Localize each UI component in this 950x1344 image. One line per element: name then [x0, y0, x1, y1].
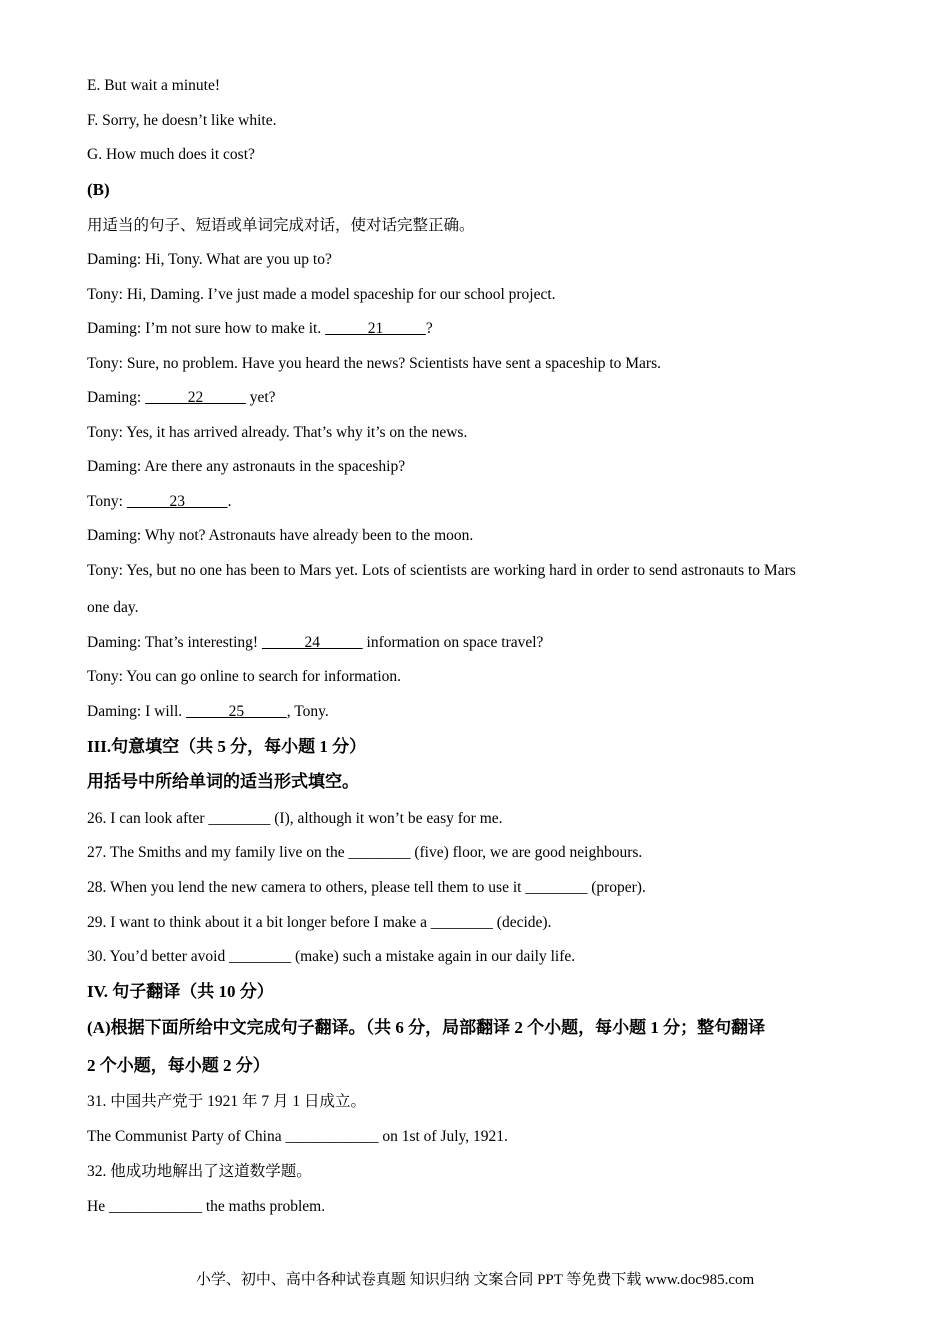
blank-number: 23 — [169, 493, 185, 510]
section-iii-heading: III.句意填空（共 5 分，每小题 1 分） — [87, 737, 367, 756]
option-e: E. But wait a minute! — [87, 77, 221, 94]
dialogue-line: Tony: Yes, it has arrived already. That’s why it’s on the news. — [87, 424, 468, 441]
section-b-instruction: 用适当的句子、短语或单词完成对话，使对话完整正确。 — [87, 217, 475, 234]
question-32-english: He ____________ the maths problem. — [87, 1198, 326, 1215]
option-f: F. Sorry, he doesn’t like white. — [87, 112, 277, 129]
dialogue-line: Tony: You can go online to search for information. — [87, 668, 402, 685]
option-g: G. How much does it cost? — [87, 146, 255, 163]
question-28: 28. When you lend the new camera to others, please tell them to use it ________ (proper). — [87, 879, 646, 896]
dialogue-line: Daming: Hi, Tony. What are you up to? — [87, 251, 332, 268]
page-footer: 小学、初中、高中各种试卷真题 知识归纳 文案合同 PPT 等免费下载 www.doc985.com — [195, 1272, 755, 1288]
question-26: 26. I can look after ________ (I), although it won’t be easy for me. — [87, 810, 503, 827]
dialogue-text: Daming: I’m not sure how to make it. — [87, 320, 326, 337]
dialogue-line: Tony: Sure, no problem. Have you heard the news? Scientists have sent a spaceship to Mars. — [87, 355, 661, 372]
section-iv-subheading-cont: 2 个小题，每小题 2 分） — [87, 1056, 270, 1075]
dialogue-line-blank-21 — [87, 319, 433, 339]
blank-number: 24 — [304, 634, 321, 651]
dialogue-line-blank-25 — [87, 702, 329, 722]
dialogue-text: . — [227, 493, 232, 510]
dialogue-line: Tony: Hi, Daming. I’ve just made a model spaceship for our school project. — [87, 286, 556, 303]
dialogue-text: Daming: That’s interesting! — [87, 634, 262, 651]
question-32-chinese: 32. 他成功地解出了这道数学题。 — [87, 1163, 312, 1180]
blank-25 — [186, 703, 287, 720]
dialogue-line-blank-23 — [87, 492, 231, 512]
question-31-chinese: 31. 中国共产党于 1921 年 7 月 1 日成立。 — [87, 1093, 367, 1110]
blank-number: 25 — [228, 703, 245, 720]
question-29: 29. I want to think about it a bit longer before I make a ________ (decide). — [87, 914, 552, 931]
dialogue-line: Tony: Yes, but no one has been to Mars yet. Lots of scientists are working hard in order to send astronauts to Mars — [87, 562, 796, 579]
dialogue-text: , Tony. — [286, 703, 329, 720]
dialogue-line-blank-22 — [87, 388, 276, 408]
dialogue-line: one day. — [87, 599, 139, 616]
blank-22 — [145, 389, 246, 406]
dialogue-text: information on space travel? — [362, 634, 544, 651]
blank-23 — [127, 493, 228, 510]
dialogue-text: yet? — [245, 389, 276, 406]
section-b-heading: (B) — [87, 180, 110, 199]
dialogue-line: Daming: Why not? Astronauts have already been to the moon. — [87, 527, 474, 544]
dialogue-text: Tony: — [87, 493, 127, 510]
dialogue-text: Daming: — [87, 389, 146, 406]
dialogue-text: ? — [425, 320, 433, 337]
blank-24 — [262, 634, 363, 651]
dialogue-line-blank-24 — [87, 633, 543, 653]
section-iii-instruction: 用括号中所给单词的适当形式填空。 — [87, 772, 359, 791]
blank-number: 21 — [367, 320, 384, 337]
question-27: 27. The Smiths and my family live on the ________ (five) floor, we are good neighbours. — [87, 844, 643, 861]
dialogue-text: Daming: I will. — [87, 703, 187, 720]
blank-21 — [325, 320, 426, 337]
section-iv-heading: IV. 句子翻译（共 10 分） — [87, 982, 274, 1001]
question-31-english: The Communist Party of China ____________ on 1st of July, 1921. — [87, 1128, 508, 1145]
section-iv-subheading: (A)根据下面所给中文完成句子翻译。（共 6 分，局部翻译 2 个小题，每小题 1 分；整句翻译 — [87, 1018, 766, 1037]
question-30: 30. You’d better avoid ________ (make) such a mistake again in our daily life. — [87, 948, 576, 965]
dialogue-line: Daming: Are there any astronauts in the spaceship? — [87, 458, 406, 475]
blank-number: 22 — [187, 389, 204, 406]
